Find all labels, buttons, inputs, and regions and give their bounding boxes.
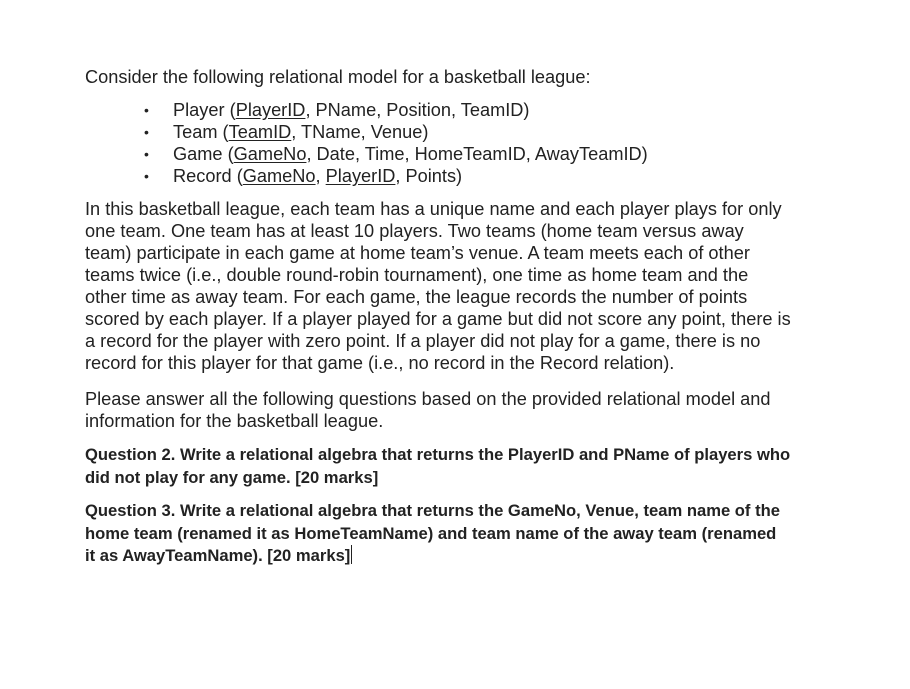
relation-attributes: , Date, Time, HomeTeamID, AwayTeamID) (306, 144, 648, 164)
relation-name: Game (173, 144, 223, 164)
paragraph-line: one team. One team has at least 10 players. Two teams (home team versus away (85, 221, 744, 241)
paragraph-line: scored by each player. If a player played for a game but did not score any point, there is (85, 309, 791, 329)
question-line: Question 3. Write a relational algebra that returns the GameNo, Venue, team name of the (85, 501, 780, 520)
bullet-icon: • (144, 124, 149, 140)
question-line: did not play for any game. [20 marks] (85, 467, 379, 487)
schema-item-record: • Record (GameNo, PlayerID, Points) (144, 166, 463, 186)
paragraph-line: information for the basketball league. (85, 411, 384, 431)
paragraph-line: In this basketball league, each team has a unique name and each player plays for only (85, 199, 782, 219)
primary-key: GameNo (242, 166, 316, 186)
question-3[interactable] (85, 500, 845, 568)
relation-name: Player (173, 100, 225, 120)
bullet-icon: • (144, 168, 149, 184)
relation-attributes: , Points) (395, 166, 463, 186)
primary-key: PlayerID (325, 166, 396, 186)
bullet-icon: • (144, 102, 149, 118)
intro-paragraph: Consider the following relational model for a basketball league: (85, 67, 591, 87)
relation-attributes: , PName, Position, TeamID) (305, 100, 530, 120)
question-2 (85, 444, 845, 489)
schema-item-team: • Team (TeamID, TName, Venue) (144, 122, 429, 142)
question-line: Question 2. Write a relational algebra that returns the PlayerID and PName of players who (85, 445, 791, 464)
paragraph-line: other time as away team. For each game, the league records the number of points (85, 287, 748, 307)
schema-item-game: • Game (GameNo, Date, Time, HomeTeamID, AwayTeamID) (144, 144, 648, 164)
question-line-last (85, 545, 845, 568)
paragraph-line: Please answer all the following questions based on the provided relational model and (85, 389, 771, 409)
text-cursor (351, 545, 352, 564)
relation-name: Record (173, 166, 232, 186)
schema-item-player: • Player (PlayerID, PName, Position, TeamID) (144, 100, 530, 120)
primary-key: PlayerID (235, 100, 306, 120)
document-page (85, 66, 845, 579)
primary-key: TeamID (228, 122, 292, 142)
relation-attributes: , TName, Venue) (291, 122, 429, 142)
relation-name: Team (173, 122, 218, 142)
paragraph-line: record for this player for that game (i.e., no record in the Record relation). (85, 353, 675, 373)
primary-key: GameNo (233, 144, 307, 164)
league-description-paragraph (85, 198, 845, 374)
paragraph-line: teams twice (i.e., double round-robin tournament), one time as home team and the (85, 265, 749, 285)
question-line: home team (renamed it as HomeTeamName) and team name of the away team (renamed (85, 523, 777, 543)
paragraph-line: a record for the player with zero point. If a player did not play for a game, there is no (85, 331, 761, 351)
relational-schema-list (85, 99, 845, 187)
instructions-paragraph (85, 388, 845, 432)
bullet-icon: • (144, 146, 149, 162)
question-line-text: it as AwayTeamName). [20 marks] (85, 546, 351, 565)
paragraph-line: team) participate in each game at home team’s venue. A team meets each of other (85, 243, 750, 263)
